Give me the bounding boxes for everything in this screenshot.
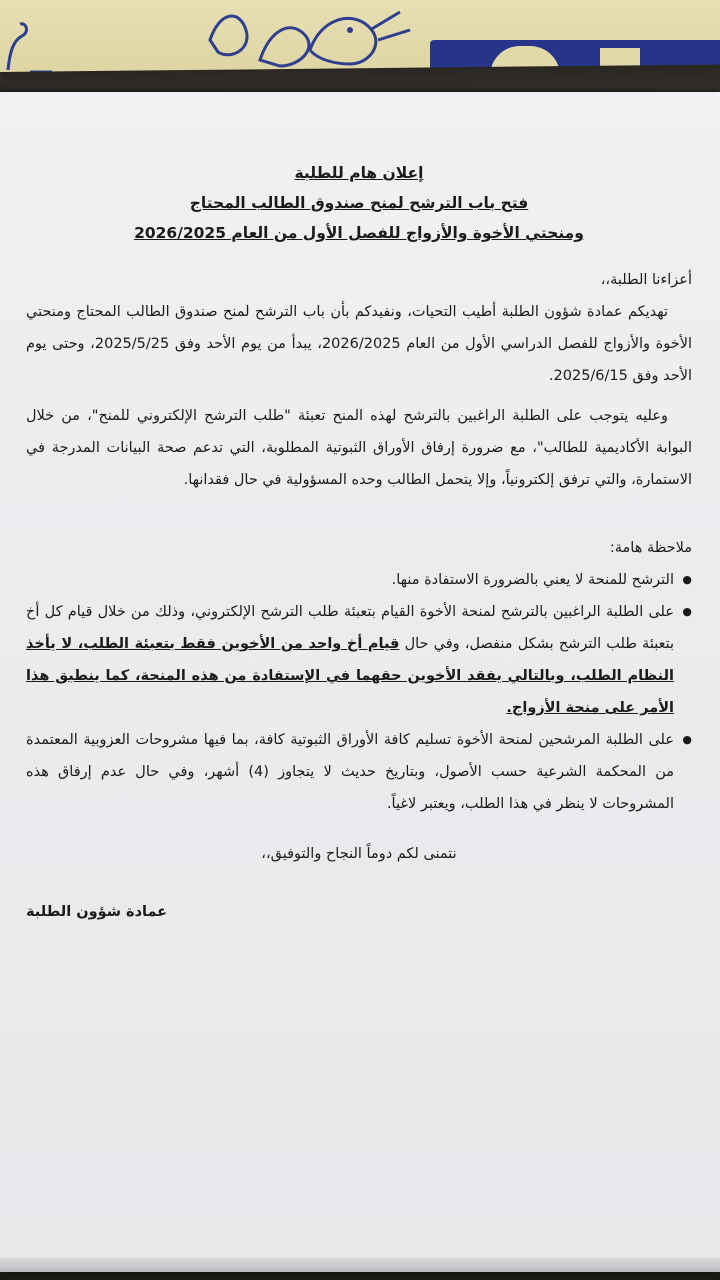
notes-list bbox=[26, 564, 692, 820]
note-item-1 bbox=[26, 564, 692, 596]
title-line-1: إعلان هام للطلبة bbox=[294, 164, 424, 182]
signature-block bbox=[26, 896, 692, 928]
title-line-2: فتح باب الترشح لمنح صندوق الطالب المحتاج bbox=[189, 194, 529, 212]
bullet-icon: ● bbox=[682, 605, 692, 618]
note-item-2 bbox=[26, 596, 692, 724]
bullet-icon: ● bbox=[682, 573, 692, 586]
note-text-3: على الطلبة المرشحين لمنحة الأخوة تسليم كافة الأوراق الثبوتية كافة، بما فيها مشروحات العزوبية المعتمدة من المحكمة الشرعية حسب الأصول، وبتاريخ حديث لا يتجاوز (4) أشهر، وفي حال عدم إرفاق هذه المشروحات لا ينظر في هذا الطلب، ويعتبر لاغياً. bbox=[26, 732, 674, 812]
bullet-icon: ● bbox=[682, 733, 692, 746]
paragraph-2: وعليه يتوجب على الطلبة الراغبين بالترشح لهذه المنح تعبئة "طلب الترشح الإلكتروني للمنح"، من خلال البوابة الأكاديمية للطالب"، مع ضرورة إرفاق الأوراق الثبوتية المطلوبة، التي تدعم صحة البيانات المدرجة في الاستمارة، والتي ترفق إلكترونياً، وإلا يتحمل الطالب وحده المسؤولية في حال فقدانها. bbox=[26, 408, 692, 488]
signature-text: عمادة شؤون الطلبة bbox=[26, 904, 168, 920]
doodle-left-drawing bbox=[0, 10, 60, 80]
paragraph-1: تهديكم عمادة شؤون الطلبة أطيب التحيات، ونفيدكم بأن باب الترشح لمنح صندوق الطالب المحتاج ومنحتي الأخوة والأزواج للفصل الدراسي الأول من العام 2026/2025، يبدأ من يوم الأحد وفق 2025/5/25، وحتى يوم الأحد وفق 2025/6/15. bbox=[26, 304, 693, 384]
note-item-3 bbox=[26, 724, 692, 820]
paper-shadow bbox=[0, 1258, 720, 1272]
note-text-2b-underlined: قيام أخ واحد من الأخوين فقط بتعبئة الطلب، لا يأخذ النظام الطلب، وبالتالي يفقد الأخوين حقهما في الإستفادة من هذه المنحة، كما ينطبق هذا الأمر على منحة الأزواج. bbox=[26, 636, 674, 716]
note-text-1: الترشح للمنحة لا يعني بالضرورة الاستفادة منها. bbox=[391, 572, 674, 588]
announcement-document bbox=[26, 158, 692, 928]
note-text-2a: على الطلبة الراغبين بالترشح لمنحة الأخوة القيام بتعبئة طلب الترشح الإلكتروني، وذلك من خلال قيام كل أخ بتعبئة طلب الترشح بشكل منفصل، وفي حال bbox=[26, 604, 674, 652]
note-title: ملاحظة هامة: bbox=[609, 540, 692, 556]
closing-line: نتمنى لكم دوماً النجاح والتوفيق،، bbox=[261, 846, 457, 862]
title-line-3: ومنحتي الأخوة والأزواج للفصل الأول من العام 2026/2025 bbox=[134, 224, 584, 242]
salutation: أعزاءنا الطلبة،، bbox=[600, 272, 692, 288]
